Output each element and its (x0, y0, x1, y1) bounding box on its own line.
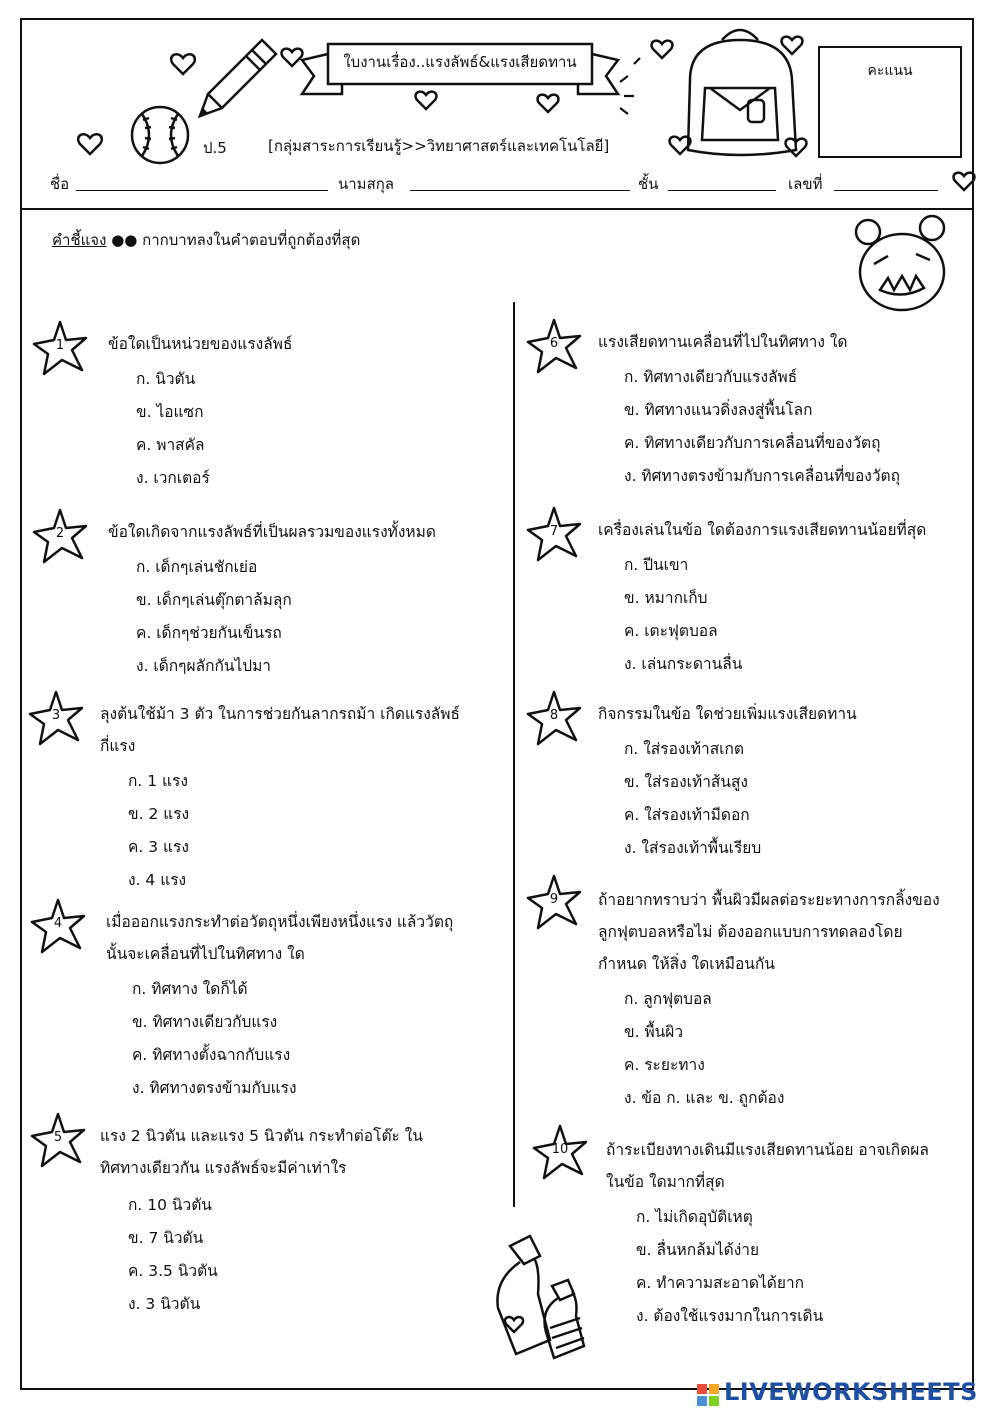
question-text: กิจกรรมในข้อ ใดช่วยเพิ่มแรงเสียดทาน (598, 705, 857, 723)
question-text: ในข้อ ใดมากที่สุด (606, 1173, 725, 1191)
brand-logo-icon (697, 1384, 719, 1406)
question-number: 4 (53, 916, 63, 931)
monster-icon (852, 214, 952, 314)
answer-option[interactable]: ก. ทิศทางเดียวกับแรงลัพธ์ (624, 368, 798, 386)
answer-option[interactable]: ก. เด็กๆเล่นชักเย่อ (136, 558, 258, 576)
question-text: ข้อใดเป็นหน่วยของแรงลัพธ์ (108, 335, 293, 353)
question-text: แรงเสียดทานเคลื่อนที่ไปในทิศทาง ใด (598, 333, 848, 351)
answer-option[interactable]: ก. ทิศทาง ใดก็ได้ (132, 980, 248, 998)
question-number: 10 (551, 1142, 569, 1157)
worksheet-title: ใบงานเรื่อง..แรงลัพธ์&แรงเสียดทาน (343, 53, 577, 71)
answer-option[interactable]: ง. 4 แรง (128, 871, 187, 889)
class-field[interactable] (668, 190, 776, 191)
answer-option[interactable]: ก. นิวตัน (136, 370, 196, 388)
surname-field[interactable] (410, 190, 630, 191)
answer-option[interactable]: ก. ลูกฟุตบอล (624, 990, 712, 1008)
answer-option[interactable]: ข. ลื่นหกล้มได้ง่าย (636, 1241, 760, 1259)
answer-option[interactable]: ก. ไม่เกิดอุบัติเหตุ (636, 1208, 753, 1226)
question-star-icon (30, 898, 86, 954)
question-text: แรง 2 นิวตัน และแรง 5 นิวตัน กระทำต่อโต๊ะ ใน (100, 1127, 423, 1145)
question-star-icon (32, 320, 88, 376)
name-field[interactable] (76, 190, 328, 191)
backpack-icon (688, 30, 796, 155)
answer-option[interactable]: ค. ใส่รองเท้ามีดอก (624, 806, 750, 824)
answer-option[interactable]: ข. พื้นผิว (624, 1023, 684, 1041)
question-star-icon (28, 690, 84, 746)
question-text: ทิศทางเดียวกัน แรงลัพธ์จะมีค่าเท่าใร (100, 1159, 347, 1177)
question-number: 7 (549, 524, 559, 539)
grade-label: ป.5 (203, 139, 227, 157)
question-star-icon (526, 690, 582, 746)
answer-option[interactable]: ข. ใส่รองเท้าส้นสูง (624, 773, 748, 791)
question-text: ลูกฟุตบอลหรือไม่ ต้องออกแบบการทดลองโดย (598, 923, 903, 941)
question-text: ลุงต้นใช้ม้า 3 ตัว ในการช่วยกันลากรถม้า เกิดแรงลัพธ์ (100, 705, 460, 723)
question-text: กำหนด ให้สิ่ง ใดเหมือนกัน (598, 955, 775, 973)
column-divider (513, 302, 515, 1207)
answer-option[interactable]: ง. ทิศทางตรงข้ามกับการเคลื่อนที่ของวัตถุ (624, 467, 900, 485)
answer-option[interactable]: ข. เด็กๆเล่นตุ๊กตาล้มลุก (136, 591, 292, 609)
answer-option[interactable]: ค. ทิศทางเดียวกับการเคลื่อนที่ของวัตถุ (624, 434, 881, 452)
name-label: ชื่อ (50, 175, 70, 193)
question-star-icon (532, 1124, 588, 1180)
number-field[interactable] (834, 190, 938, 191)
answer-option[interactable]: ง. ต้องใช้แรงมากในการเดิน (636, 1307, 824, 1325)
answer-option[interactable]: ก. 1 แรง (128, 772, 188, 790)
answer-option[interactable]: ก. ปีนเขา (624, 556, 689, 574)
answer-option[interactable]: ค. 3 แรง (128, 838, 189, 856)
answer-option[interactable]: ง. ใส่รองเท้าพื้นเรียบ (624, 839, 762, 857)
number-label: เลขที่ (788, 175, 823, 193)
answer-option[interactable]: ข. 2 แรง (128, 805, 190, 823)
question-star-icon (32, 508, 88, 564)
instructions-text: กากบาทลงในคำตอบที่ถูกต้องที่สุด (142, 231, 361, 249)
answer-option[interactable]: ค. 3.5 นิวตัน (128, 1262, 218, 1280)
answer-option[interactable]: ก. 10 นิวตัน (128, 1196, 212, 1214)
question-text: กี่แรง (100, 737, 136, 755)
question-star-icon (526, 874, 582, 930)
answer-option[interactable]: ค. เตะฟุตบอล (624, 622, 718, 640)
question-text: ถ้าอยากทราบว่า พื้นผิวมีผลต่อระยะทางการกลิ้งของ (598, 891, 940, 909)
answer-option[interactable]: ง. เด็กๆผลักกันไปมา (136, 657, 271, 675)
instructions (52, 228, 360, 252)
question-star-icon (30, 1112, 86, 1168)
question-star-icon (526, 506, 582, 562)
brand-label[interactable]: LIVEWORKSHEETS (724, 1378, 978, 1406)
answer-option[interactable]: ข. ทิศทางแนวดิ่งลงสู่พื้นโลก (624, 401, 813, 419)
answer-option[interactable]: ก. ใส่รองเท้าสเกต (624, 740, 744, 758)
question-text: เครื่องเล่นในข้อ ใดต้องการแรงเสียดทานน้อยที่สุด (598, 521, 927, 539)
pencil-icon (200, 40, 276, 116)
instructions-title: คำชี้แจง (52, 231, 107, 249)
question-number: 5 (53, 1130, 63, 1145)
question-number: 9 (549, 892, 559, 907)
sparkle-marks (620, 58, 640, 114)
answer-option[interactable]: ง. เล่นกระดานลื่น (624, 655, 743, 673)
class-label: ชั้น (638, 175, 659, 193)
answer-option[interactable]: ข. ทิศทางเดียวกับแรง (132, 1013, 278, 1031)
subject-label: [กลุ่มสาระการเรียนรู้>>วิทยาศาสตร์และเทคโนโลยี] (268, 137, 610, 155)
answer-option[interactable]: ง. 3 นิวตัน (128, 1295, 201, 1313)
answer-option[interactable]: ค. ทำความสะอาดได้ยาก (636, 1274, 805, 1292)
question-star-icon (526, 318, 582, 374)
question-text: ถ้าระเบียงทางเดินมีแรงเสียดทานน้อย อาจเกิดผล (606, 1141, 929, 1159)
answer-option[interactable]: ข. ไอแซก (136, 403, 204, 421)
answer-option[interactable]: ค. ระยะทาง (624, 1056, 705, 1074)
question-text: ข้อใดเกิดจากแรงลัพธ์ที่เป็นผลรวมของแรงทั้งหมด (108, 523, 436, 541)
answer-option[interactable]: ข. 7 นิวตัน (128, 1229, 204, 1247)
question-text: นั้นจะเคลื่อนที่ไปในทิศทาง ใด (106, 945, 305, 963)
score-box[interactable] (818, 46, 962, 158)
answer-option[interactable]: ค. ทิศทางตั้งฉากกับแรง (132, 1046, 291, 1064)
baseball-icon (132, 107, 188, 163)
answer-option[interactable]: ง. ข้อ ก. และ ข. ถูกต้อง (624, 1089, 785, 1107)
answer-option[interactable]: ง. เวกเตอร์ (136, 469, 210, 487)
question-number: 8 (549, 708, 559, 723)
surname-label: นามสกุล (338, 175, 394, 193)
score-label: คะแนน (867, 63, 913, 79)
question-number: 3 (51, 708, 61, 723)
answer-option[interactable]: ค. พาสคัล (136, 436, 205, 454)
instructions-bullets: ●● (111, 231, 138, 249)
question-number: 6 (549, 336, 559, 351)
answer-option[interactable]: ง. ทิศทางตรงข้ามกับแรง (132, 1079, 297, 1097)
question-text: เมื่อออกแรงกระทำต่อวัตถุหนึ่งเพียงหนึ่งแรง แล้ววัตถุ (106, 913, 454, 931)
question-number: 1 (55, 338, 65, 353)
answer-option[interactable]: ข. หมากเก็บ (624, 589, 708, 607)
answer-option[interactable]: ค. เด็กๆช่วยกันเข็นรถ (136, 624, 282, 642)
bottle-icon (480, 1228, 590, 1368)
question-number: 2 (55, 526, 65, 541)
